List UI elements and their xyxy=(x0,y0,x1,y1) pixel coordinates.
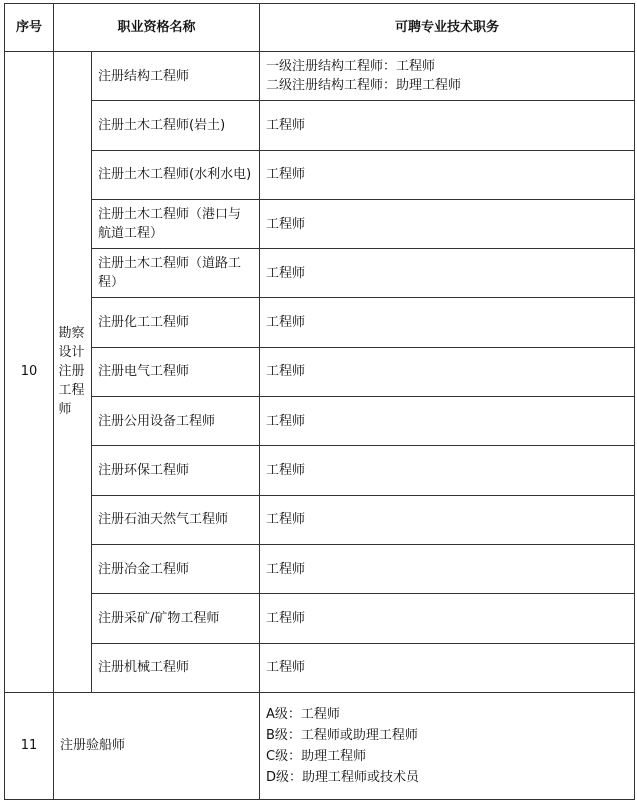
qualification-name: 注册采矿/矿物工程师 xyxy=(92,594,260,643)
seq-cell: 10 xyxy=(5,52,54,693)
category-cell xyxy=(54,52,92,693)
header-name: 职业资格名称 xyxy=(54,4,260,52)
position-line: C级：助理工程师 xyxy=(266,748,367,764)
qualification-name: 注册土木工程师(岩土) xyxy=(92,101,260,150)
qualification-table xyxy=(4,3,635,800)
header-seq: 序号 xyxy=(5,4,54,52)
qualification-name: 注册石油天然气工程师 xyxy=(92,495,260,544)
position-line: D级：助理工程师或技术员 xyxy=(266,769,420,785)
position-line: 工程师 xyxy=(266,413,306,429)
position-line: 工程师 xyxy=(266,610,306,626)
table-row xyxy=(5,199,635,248)
table-row xyxy=(5,594,635,643)
position-line: B级：工程师或助理工程师 xyxy=(266,727,418,743)
positions-cell xyxy=(260,150,635,199)
position-line: 工程师 xyxy=(266,660,306,676)
table-row xyxy=(5,150,635,199)
qualification-name: 注册土木工程师（道路工程） xyxy=(92,249,260,298)
qualification-name: 注册冶金工程师 xyxy=(92,544,260,593)
seq-cell: 11 xyxy=(5,692,54,799)
table-row xyxy=(5,101,635,150)
table-row xyxy=(5,298,635,347)
qualification-name: 注册化工工程师 xyxy=(92,298,260,347)
positions-cell xyxy=(260,347,635,396)
qualification-name: 注册结构工程师 xyxy=(92,52,260,101)
table-row xyxy=(5,397,635,446)
header-positions: 可聘专业技术职务 xyxy=(260,4,635,52)
category-label: 勘察设计注册工程师 xyxy=(58,326,85,418)
qualification-name: 注册验船师 xyxy=(54,692,260,799)
position-line: 一级注册结构工程师：工程师 xyxy=(266,59,436,75)
position-line: 工程师 xyxy=(266,265,306,281)
position-line: 工程师 xyxy=(266,315,306,331)
positions-cell xyxy=(260,249,635,298)
table-row xyxy=(5,544,635,593)
table-row xyxy=(5,249,635,298)
position-line: A级：工程师 xyxy=(266,706,340,722)
table-row xyxy=(5,495,635,544)
position-line: 工程师 xyxy=(266,463,306,479)
qualification-name: 注册环保工程师 xyxy=(92,446,260,495)
positions-cell xyxy=(260,397,635,446)
table-row xyxy=(5,52,635,101)
qualification-name: 注册土木工程师（港口与航道工程） xyxy=(92,199,260,248)
qualification-name: 注册电气工程师 xyxy=(92,347,260,396)
qualification-name: 注册土木工程师(水利水电) xyxy=(92,150,260,199)
positions-cell xyxy=(260,199,635,248)
positions-cell xyxy=(260,52,635,101)
position-line: 工程师 xyxy=(266,364,306,380)
positions-cell xyxy=(260,692,635,799)
positions-cell xyxy=(260,298,635,347)
position-line: 工程师 xyxy=(266,512,306,528)
table-row xyxy=(5,446,635,495)
table-row xyxy=(5,643,635,692)
positions-cell xyxy=(260,643,635,692)
position-line: 工程师 xyxy=(266,216,306,232)
table-header-row xyxy=(5,4,635,52)
qualification-name: 注册机械工程师 xyxy=(92,643,260,692)
position-line: 二级注册结构工程师：助理工程师 xyxy=(266,78,462,94)
positions-cell xyxy=(260,446,635,495)
position-line: 工程师 xyxy=(266,167,306,183)
positions-cell xyxy=(260,594,635,643)
positions-cell xyxy=(260,101,635,150)
qualification-name: 注册公用设备工程师 xyxy=(92,397,260,446)
position-line: 工程师 xyxy=(266,561,306,577)
position-line: 工程师 xyxy=(266,117,306,133)
table-row xyxy=(5,347,635,396)
table-row xyxy=(5,692,635,799)
positions-cell xyxy=(260,495,635,544)
positions-cell xyxy=(260,544,635,593)
